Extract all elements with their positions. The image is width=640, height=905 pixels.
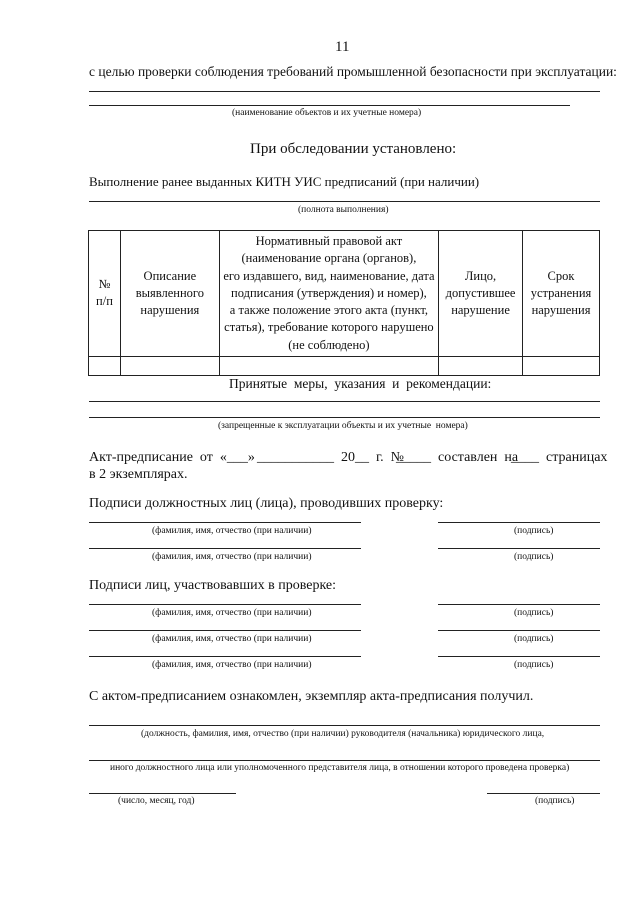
official-1-sign-caption: (подпись): [514, 526, 554, 536]
page-number: 11: [335, 39, 350, 55]
col-deadline: Срок устранения нарушения: [523, 231, 600, 357]
acquainted-text: С актом-предписанием ознакомлен, экземпляр акта-предписания получил.: [89, 689, 534, 704]
measures-line-1: [89, 401, 600, 402]
participant-2-fio-line: [89, 630, 361, 631]
completeness-line: [89, 201, 600, 202]
official-1-sign-line: [438, 522, 600, 523]
official-2-sign-caption: (подпись): [514, 552, 554, 562]
head-caption: (должность, фамилия, имя, отчество (при наличии) руководителя (начальника) юридического лица,: [141, 729, 545, 739]
act-line-part-4: ____ страницах: [511, 450, 608, 465]
official-2-fio-caption: (фамилия, имя, отчество (при наличии): [152, 552, 312, 562]
other-line: [89, 760, 600, 761]
act-line-part-3: _____ составлен на: [396, 450, 519, 465]
objects-line-2: [89, 105, 570, 106]
violations-table: [88, 230, 600, 376]
participant-1-sign-caption: (подпись): [514, 608, 554, 618]
act-line-part-1: Акт-предписание от «___»: [89, 450, 255, 465]
col-act: Нормативный правовой акт (наименование органа (органов), его издавшего, вид, наименование, дата подписания (утверждения) и номер), а также положение этого акта (пункт, статья), требование которого нарушено (не соблюдено): [219, 231, 438, 357]
completeness-caption: (полнота выполнения): [298, 205, 389, 215]
participant-3-sign-line: [438, 656, 600, 657]
col-person: Лицо, допустившее нарушение: [439, 231, 523, 357]
act-copies: в 2 экземплярах.: [89, 467, 188, 482]
prior-orders-text: Выполнение ранее выданных КИТН УИС предписаний (при наличии): [89, 174, 480, 189]
prohibited-caption: (запрещенные к эксплуатации объекты и их учетные номера): [218, 421, 468, 431]
col-description: Описание выявленного нарушения: [120, 231, 219, 357]
participant-1-sign-line: [438, 604, 600, 605]
participant-3-sign-caption: (подпись): [514, 660, 554, 670]
participant-3-fio-line: [89, 656, 361, 657]
participant-2-sign-caption: (подпись): [514, 634, 554, 644]
table-row: [89, 356, 600, 375]
intro-text: с целью проверки соблюдения требований промышленной безопасности при эксплуатации:: [89, 64, 617, 79]
measures-line-2: [89, 417, 600, 418]
participant-3-fio-caption: (фамилия, имя, отчество (при наличии): [152, 660, 312, 670]
participants-title: Подписи лиц, участвовавших в проверке:: [89, 578, 337, 593]
date-line: [89, 793, 236, 794]
measures-title: Принятые меры, указания и рекомендации:: [229, 376, 492, 391]
section-title: При обследовании установлено:: [250, 141, 457, 157]
objects-caption: (наименование объектов и их учетные номера): [232, 108, 422, 118]
objects-line-1: [89, 91, 600, 92]
other-caption: иного должностного лица или уполномоченного представителя лица, в отношении которого проведена проверка): [110, 763, 570, 773]
official-2-sign-line: [438, 548, 600, 549]
official-1-fio-caption: (фамилия, имя, отчество (при наличии): [152, 526, 312, 536]
col-num: № п/п: [89, 231, 121, 357]
date-caption: (число, месяц, год): [118, 796, 195, 806]
participant-1-fio-caption: (фамилия, имя, отчество (при наличии): [152, 608, 312, 618]
participant-2-sign-line: [438, 630, 600, 631]
final-sign-line: [487, 793, 600, 794]
official-2-fio-line: [89, 548, 361, 549]
participant-1-fio-line: [89, 604, 361, 605]
officials-title: Подписи должностных лиц (лица), проводивших проверку:: [89, 496, 444, 511]
head-line: [89, 725, 600, 726]
final-signature-caption: (подпись): [535, 796, 575, 806]
official-1-fio-line: [89, 522, 361, 523]
table-header-row: [89, 231, 600, 357]
act-line-part-2: ___________ 20__ г. №: [257, 450, 405, 465]
participant-2-fio-caption: (фамилия, имя, отчество (при наличии): [152, 634, 312, 644]
